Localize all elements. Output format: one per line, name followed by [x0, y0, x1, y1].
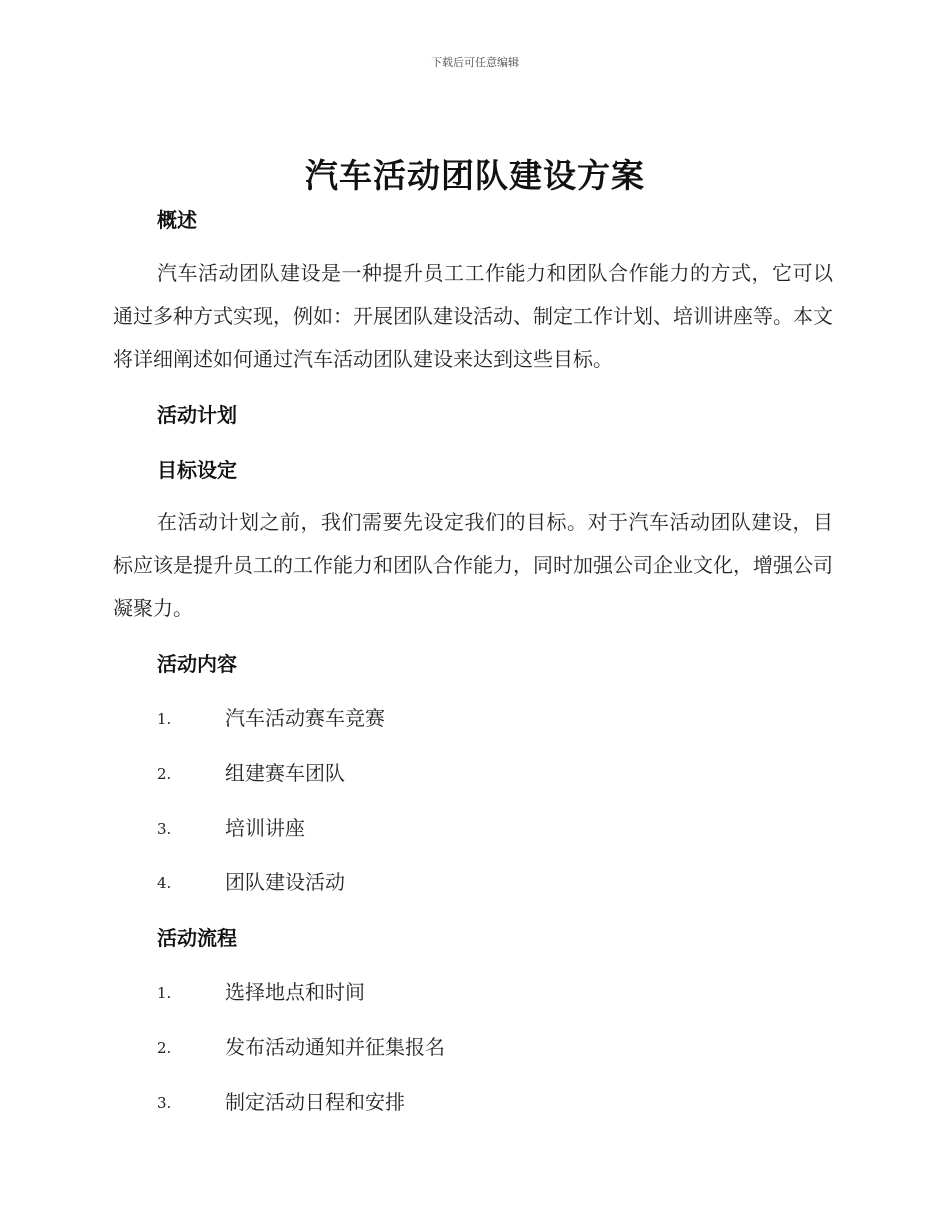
- list-item-number: 1.: [157, 710, 172, 728]
- list-item-text: 发布活动通知并征集报名: [225, 1035, 445, 1059]
- heading-activity-process: 活动流程: [157, 926, 237, 950]
- list-item-text: 选择地点和时间: [225, 980, 365, 1004]
- paragraph-overview: 汽车活动团队建设是一种提升员工工作能力和团队合作能力的方式，它可以通过多种方式实现，例如：开展团队建设活动、制定工作计划、培训讲座等。本文将详细阐述如何通过汽车活动团队建设来达到这些目标。: [113, 261, 833, 371]
- list-item: [157, 980, 757, 1004]
- heading-activity-plan: 活动计划: [157, 403, 237, 427]
- list-item: [157, 761, 757, 785]
- list-item-number: 4.: [157, 874, 172, 892]
- heading-activity-content: 活动内容: [157, 652, 237, 676]
- list-item-text: 培训讲座: [225, 816, 305, 840]
- list-item-number: 3.: [157, 1094, 172, 1112]
- list-item-number: 3.: [157, 820, 172, 838]
- list-item-text: 汽车活动赛车竞赛: [225, 706, 385, 730]
- heading-goal-setting: 目标设定: [157, 458, 237, 482]
- header-note: 下载后可任意编辑: [431, 56, 519, 69]
- list-item-text: 组建赛车团队: [225, 761, 345, 785]
- list-item-number: 1.: [157, 984, 172, 1002]
- list-item-text: 团队建设活动: [225, 870, 345, 894]
- list-item-number: 2.: [157, 1039, 172, 1057]
- list-item-number: 2.: [157, 765, 172, 783]
- list-item: [157, 1035, 757, 1059]
- heading-overview: 概述: [157, 208, 197, 232]
- list-item: [157, 816, 757, 840]
- document-title: 汽车活动团队建设方案: [305, 156, 645, 195]
- list-item: [157, 870, 757, 894]
- paragraph-goal-setting: 在活动计划之前，我们需要先设定我们的目标。对于汽车活动团队建设，目标应该是提升员工的工作能力和团队合作能力，同时加强公司企业文化，增强公司凝聚力。: [113, 510, 833, 620]
- list-item: [157, 1090, 757, 1114]
- list-item-text: 制定活动日程和安排: [225, 1090, 405, 1114]
- list-item: [157, 706, 757, 730]
